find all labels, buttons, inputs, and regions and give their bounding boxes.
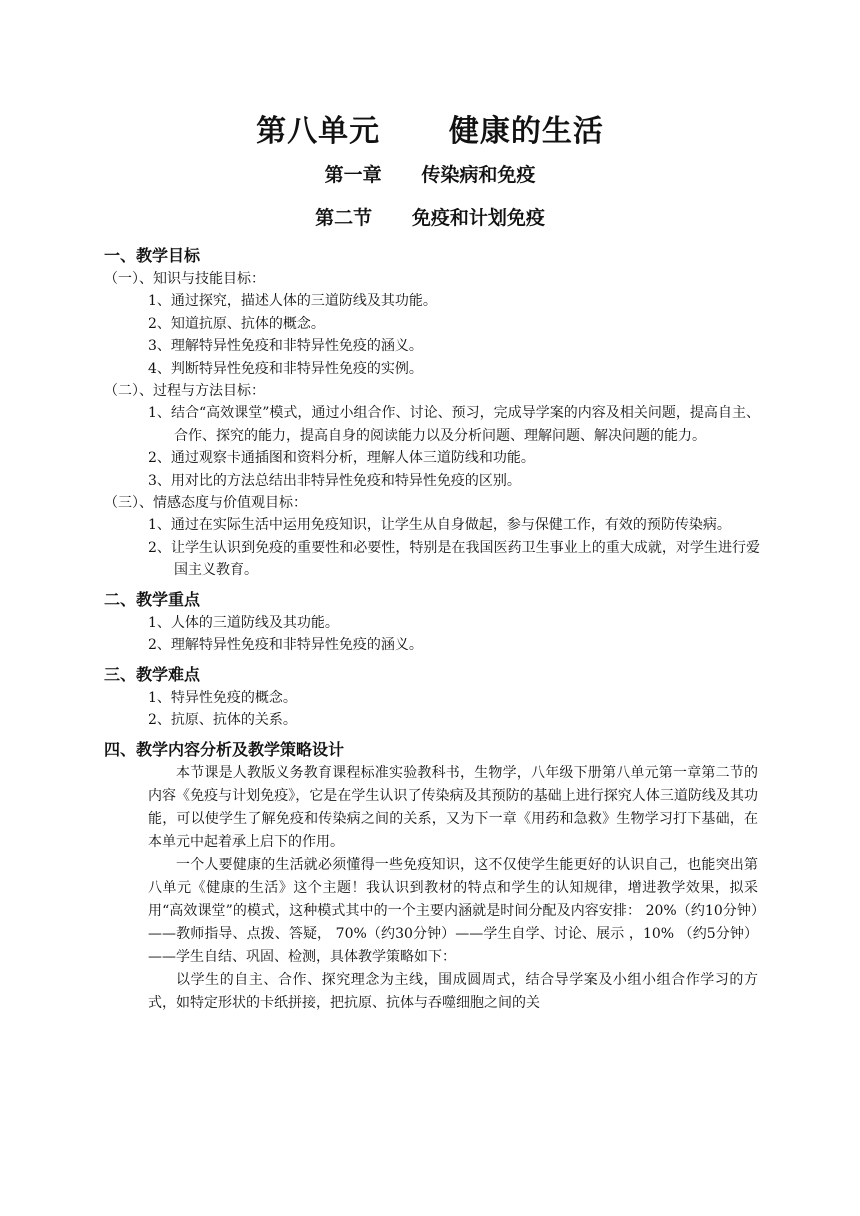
list-item: 2、知道抗原、抗体的概念。 (148, 315, 325, 332)
paragraph: 一个人要健康的生活就必须懂得一些免疫知识，这不仅使学生能更好的认识自己，也能突出第八单元《健康的生活》这个主题！我认识到教材的特点和学生的认知规律，增进教学效果，拟采用“高效课堂”的模式，这种模式其中的一个主要内涵就是时间分配及内容安排： 20%（约10分钟）——教师指导、点拨、答疑， 70%（约30分钟）——学生自学、讨论、展示 ，10% （约5分钟）——学生自结、巩固、检测，具体教学策略如下： (148, 856, 758, 965)
heading-key-points: 二、教学重点 (104, 589, 201, 609)
subheading-emotion: （三）、情感态度与价值观目标： (104, 495, 307, 511)
heading-difficulties: 三、教学难点 (104, 664, 201, 684)
list-item: 3、用对比的方法总结出非特异性免疫和特异性免疫的区别。 (148, 472, 521, 489)
list-item: 2、让学生认识到免疫的重要性和必要性，特别是在我国医药卫生事业上的重大成就，对学生进行爱国主义教育。 (148, 539, 760, 578)
list-item: 1、人体的三道防线及其功能。 (148, 614, 339, 631)
list-item: 1、通过在实际生活中运用免疫知识，让学生从自身做起，参与保健工作，有效的预防传染病。 (148, 517, 731, 533)
list-item: 2、通过观察卡通插图和资料分析，理解人体三道防线和功能。 (148, 450, 535, 466)
section-title: 第二节 免疫和计划免疫 (315, 207, 545, 229)
list-item: 1、特异性免疫的概念。 (148, 689, 297, 706)
list-item: 3、理解特异性免疫和非特异性免疫的涵义。 (148, 338, 423, 354)
paragraph: 本节课是人教版义务教育课程标准实验教科书，生物学，八年级下册第八单元第一章第二节的内容《免疫与计划免疫》，它是在学生认识了传染病及其预防的基础上进行探究人体三道防线及其功能，可以使学生了解免疫和传染病之间的关系，又为下一章《用药和急救》生物学习打下基础，在本单元中起着承上启下的作用。 (148, 764, 758, 850)
list-item: 1、结合“高效课堂”模式，通过小组合作、讨论、预习，完成导学案的内容及相关问题，提高自主、合作、探究的能力，提高自身的阅读能力以及分析问题、理解问题、解决问题的能力。 (148, 405, 760, 444)
unit-title: 第八单元 健康的生活 (256, 114, 604, 149)
subheading-knowledge: （一）、知识与技能目标： (104, 271, 265, 287)
heading-objectives: 一、教学目标 (104, 246, 201, 265)
heading-analysis: 四、教学内容分析及教学策略设计 (104, 739, 345, 759)
list-item: 4、判断特异性免疫和非特异性免疫的实例。 (148, 360, 423, 377)
list-item: 1、通过探究，描述人体的三道防线及其功能。 (148, 293, 437, 309)
document-body (0, 244, 860, 1015)
list-item: 2、理解特异性免疫和非特异性免疫的涵义。 (148, 637, 423, 653)
paragraph: 以学生的自主、合作、探究理念为主线，围成圆周式，结合导学案及小组小组合作学习的方式，如特定形状的卡纸拼接，把抗原、抗体与吞噬细胞之间的关 (148, 971, 758, 1011)
list-item: 2、抗原、抗体的关系。 (148, 712, 297, 728)
subheading-process: （二）、过程与方法目标： (104, 383, 265, 399)
chapter-title: 第一章 传染病和免疫 (324, 164, 536, 186)
